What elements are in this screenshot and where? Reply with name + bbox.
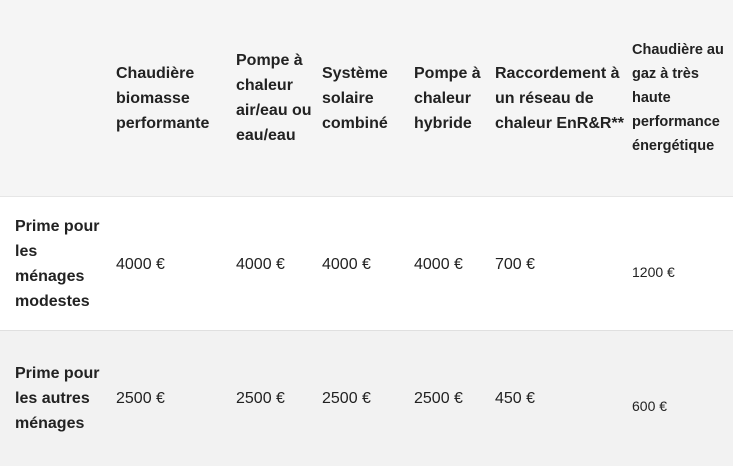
table-cell: 2500 € xyxy=(414,390,463,407)
table-cell: 1200 € xyxy=(632,263,675,280)
table-cell: 4000 € xyxy=(414,255,463,273)
table-cell: 2500 € xyxy=(322,390,371,407)
table-cell: 4000 € xyxy=(116,255,165,273)
table-row xyxy=(0,196,733,331)
row-label-autres-menages: Prime pour les autres ménages xyxy=(15,365,100,432)
header-pompe-chaleur-hybride: Pompe à chaleur hybride xyxy=(414,64,481,132)
header-chaudiere-biomasse: Chaudière biomasse performante xyxy=(116,64,210,132)
table-header-row xyxy=(0,0,733,196)
table-cell: 700 € xyxy=(495,255,536,273)
table-row xyxy=(0,330,733,466)
header-cell-empty xyxy=(15,0,110,196)
header-systeme-solaire: Système solaire combiné xyxy=(322,64,388,132)
table-cell: 4000 € xyxy=(322,255,371,273)
table-cell: 2500 € xyxy=(116,390,165,407)
header-pompe-chaleur-air-eau: Pompe à chaleur air/eau ou eau/eau xyxy=(236,52,312,144)
header-chaudiere-gaz: Chaudière au gaz à très haute performance énergétique xyxy=(632,42,724,154)
table-cell: 4000 € xyxy=(236,255,285,273)
row-label-menages-modestes: Prime pour les ménages modestes xyxy=(15,218,100,310)
table-cell: 600 € xyxy=(632,398,668,414)
table-cell: 2500 € xyxy=(236,390,285,407)
header-raccordement-reseau: Raccordement à un réseau de chaleur EnR&R** xyxy=(495,64,624,132)
table-cell: 450 € xyxy=(495,390,536,407)
